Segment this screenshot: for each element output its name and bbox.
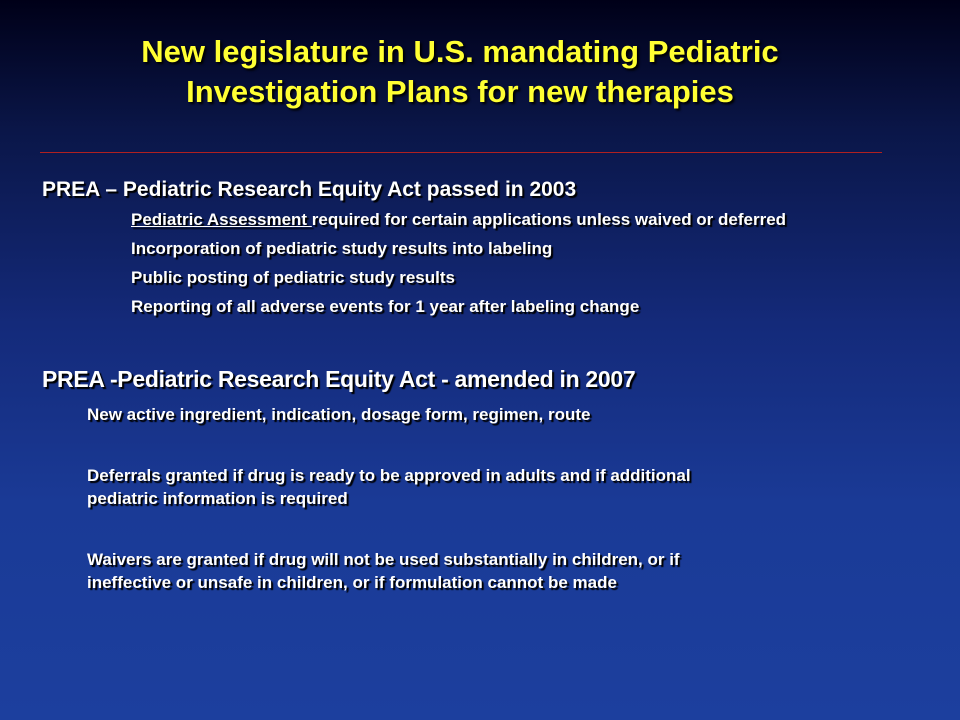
section-1-heading: PREA – Pediatric Research Equity Act passed in 2003 [42, 178, 577, 201]
slide-title [0, 32, 920, 112]
section-2-item-1 [87, 403, 887, 426]
section-1-item-4: Reporting of all adverse events for 1 year after labeling change [131, 297, 640, 316]
section-2-item-3-line-2: ineffective or unsafe in children, or if formulation cannot be made [87, 573, 617, 592]
section-2-item-3-line-1: Waivers are granted if drug will not be used substantially in children, or if [87, 550, 680, 569]
slide-title-line-1: New legislature in U.S. mandating Pediatric [141, 34, 779, 69]
section-1-item-1-rest: required for certain applications unless waived or deferred [311, 210, 787, 229]
section-2-item-2-line-2: pediatric information is required [87, 489, 348, 508]
section-1-item-2: Incorporation of pediatric study results into labeling [131, 239, 553, 258]
title-divider [40, 152, 882, 153]
section-1-item-1-underlined: Pediatric Assessment [131, 210, 312, 229]
section-2-item-1-line-1: New active ingredient, indication, dosage form, regimen, route [87, 405, 591, 424]
section-2-item-2 [87, 464, 887, 510]
section-2-heading: PREA -Pediatric Research Equity Act - amended in 2007 [42, 366, 636, 392]
section-2-item-2-line-1: Deferrals granted if drug is ready to be approved in adults and if additional [87, 466, 691, 485]
section-1-item-3: Public posting of pediatric study results [131, 268, 455, 287]
section-2-item-3 [87, 548, 887, 594]
section-1-item-1 [131, 210, 786, 230]
slide-title-line-2: Investigation Plans for new therapies [186, 74, 734, 109]
